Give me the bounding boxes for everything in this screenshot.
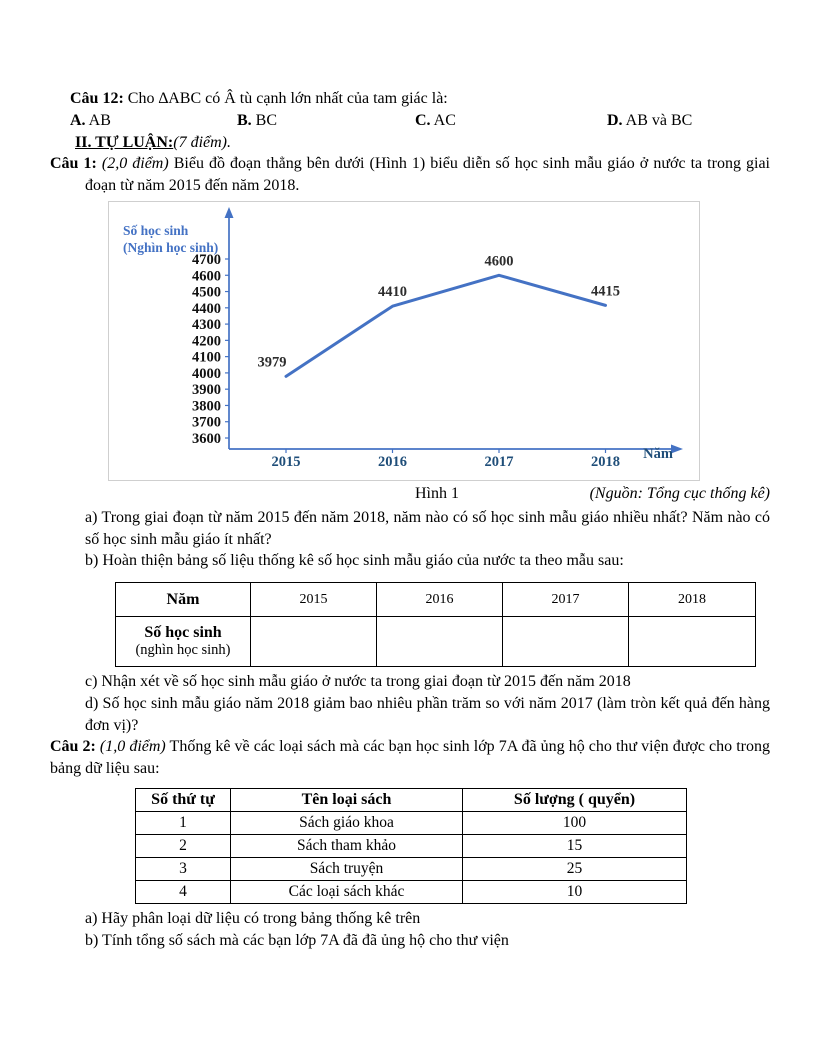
table-header-nam: Năm (116, 583, 251, 617)
chart-y-axis-label-line2: (Nghìn học sinh) (123, 240, 219, 256)
svg-text:4410: 4410 (378, 283, 407, 300)
svg-text:4400: 4400 (192, 300, 221, 317)
table-row-label (116, 617, 251, 667)
q2-part-b: b) Tính tổng số sách mà các bạn lớp 7A đã đã ủng hộ cho thư viện (85, 931, 509, 949)
cell-name: Sách giáo khoa (231, 811, 463, 834)
row-label-sub: (nghìn học sinh) (135, 642, 231, 658)
svg-text:2016: 2016 (378, 453, 407, 470)
svg-text:4700: 4700 (192, 251, 221, 268)
cell-qty: 15 (463, 834, 687, 857)
q2-part-a: a) Hãy phân loại dữ liệu có trong bảng thống kê trên (85, 909, 421, 927)
table-row (116, 583, 756, 617)
option-d-letter: D. (607, 111, 623, 129)
question-1-intro (50, 153, 770, 197)
cell-stt: 3 (136, 857, 231, 880)
empty-cell (377, 617, 503, 667)
line-chart (108, 201, 700, 481)
table-year-cell: 2018 (629, 583, 756, 617)
q1-points: (2,0 điểm) (96, 155, 169, 173)
table-row (136, 857, 687, 880)
q12-label: Câu 12: (70, 90, 124, 107)
svg-text:3700: 3700 (192, 414, 221, 431)
option-d-text: AB và BC (622, 111, 693, 129)
table-header-row (136, 788, 687, 811)
q2-points: (1,0 điểm) (95, 738, 166, 756)
svg-text:2017: 2017 (484, 453, 514, 470)
q1-part-a: a) Trong giai đoạn từ năm 2015 đến năm 2018, năm nào có số học sinh mẫu giáo nhiều nhất? Năm nào có số học sinh mẫu giáo ít nhất? (85, 508, 770, 548)
option-c-letter: C. (415, 111, 431, 129)
section-ii-points: (7 điểm). (173, 133, 231, 151)
svg-text:4415: 4415 (591, 283, 620, 300)
section-ii-title: II. TỰ LUẬN: (75, 133, 174, 151)
option-b-text: BC (251, 111, 278, 129)
q12-options (70, 110, 770, 132)
svg-text:4600: 4600 (192, 268, 221, 285)
q1-label: Câu 1: (50, 155, 97, 173)
table-year-cell: 2015 (251, 583, 377, 617)
cell-stt: 2 (136, 834, 231, 857)
q2-intro-text: Thống kê về các loại sách mà các bạn học sinh lớp 7A đã ủng hộ cho thư viện được cho trong bảng dữ liệu sau: (50, 738, 771, 777)
q1-intro-text: Biểu đồ đoạn thẳng bên dưới (Hình 1) biểu diễn số học sinh mẫu giáo ở nước ta trong giai đoạn từ năm 2015 đến năm 2018. (85, 155, 770, 194)
svg-text:4000: 4000 (192, 365, 221, 382)
option-b (237, 110, 415, 132)
svg-text:3600: 3600 (192, 430, 221, 447)
svg-text:4500: 4500 (192, 284, 221, 301)
books-header-qty: Số lượng ( quyển) (463, 788, 687, 811)
books-header-stt: Số thứ tự (136, 788, 231, 811)
cell-name: Các loại sách khác (231, 880, 463, 903)
table-row (136, 834, 687, 857)
empty-cell (503, 617, 629, 667)
option-b-letter: B. (237, 111, 252, 129)
option-d (607, 110, 692, 132)
table-year-cell: 2017 (503, 583, 629, 617)
source-label: (Nguồn: Tổng cục thống kê) (589, 484, 770, 502)
cell-stt: 1 (136, 811, 231, 834)
cell-qty: 25 (463, 857, 687, 880)
svg-text:4100: 4100 (192, 349, 221, 366)
option-c-text: AC (430, 111, 456, 129)
figure-label: Hình 1 (415, 484, 459, 502)
table-row (116, 617, 756, 667)
chart-svg (109, 202, 699, 480)
row-label-main: Số học sinh (144, 624, 222, 641)
svg-text:Năm: Năm (643, 445, 673, 462)
empty-cell (251, 617, 377, 667)
q2-label: Câu 2: (50, 738, 96, 756)
chart-caption (50, 485, 770, 503)
svg-text:4300: 4300 (192, 316, 221, 333)
option-c (415, 110, 607, 132)
svg-text:4600: 4600 (484, 253, 514, 270)
cell-stt: 4 (136, 880, 231, 903)
svg-text:4200: 4200 (192, 333, 221, 350)
chart-y-axis-label-line1: Số học sinh (123, 222, 189, 238)
option-a-text: AB (85, 111, 111, 129)
empty-cell (629, 617, 756, 667)
svg-text:3900: 3900 (192, 381, 221, 398)
q1-part-d: d) Số học sinh mẫu giáo năm 2018 giảm bao nhiêu phần trăm so với năm 2017 (làm tròn kết quả đến hàng đơn vị)? (85, 694, 770, 734)
q12-text: Cho ∆ABC có Â tù cạnh lớn nhất của tam giác là: (123, 90, 448, 107)
svg-text:3800: 3800 (192, 398, 221, 415)
section-ii-heading (75, 132, 770, 154)
q1-part-b: b) Hoàn thiện bảng số liệu thống kê số học sinh mẫu giáo của nước ta theo mẫu sau: (85, 552, 624, 570)
cell-name: Sách truyện (231, 857, 463, 880)
svg-text:3979: 3979 (257, 354, 287, 371)
table-row (136, 811, 687, 834)
cell-qty: 100 (463, 811, 687, 834)
statistics-table (115, 582, 756, 667)
q1-part-c: c) Nhận xét về số học sinh mẫu giáo ở nước ta trong giai đoạn từ 2015 đến năm 2018 (85, 673, 631, 690)
books-table (135, 788, 687, 904)
question-2-intro (50, 736, 770, 780)
cell-qty: 10 (463, 880, 687, 903)
svg-text:2018: 2018 (591, 453, 620, 470)
svg-text:2015: 2015 (271, 453, 301, 470)
option-a (70, 110, 237, 132)
table-row (136, 880, 687, 903)
question-12 (70, 88, 770, 110)
books-header-name: Tên loại sách (231, 788, 463, 811)
table-year-cell: 2016 (377, 583, 503, 617)
option-a-letter: A. (70, 111, 86, 129)
cell-name: Sách tham khảo (231, 834, 463, 857)
